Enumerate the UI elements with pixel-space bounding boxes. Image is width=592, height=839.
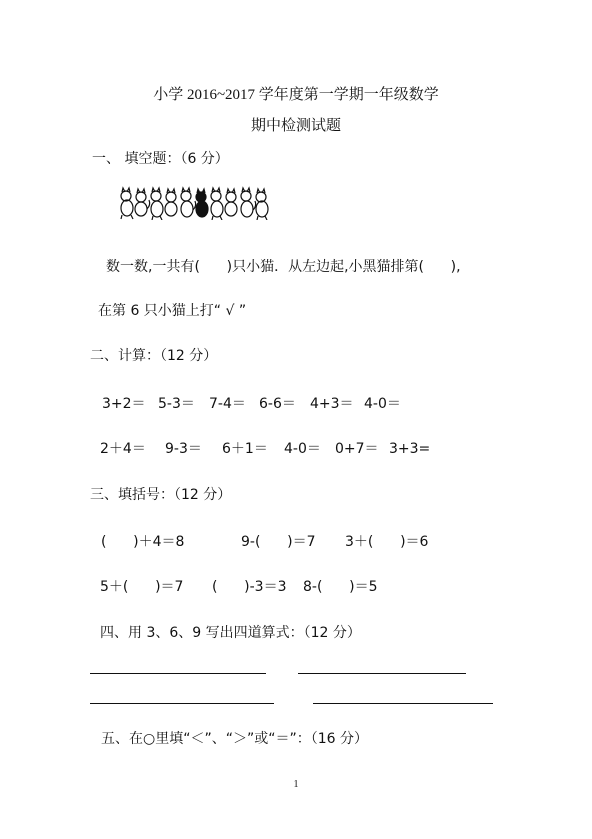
fill-bracket-item: 5＋( )＝7 [100, 579, 184, 595]
section5-heading: 五、在○里填“＜”、“＞”或“＝”：（16 分） [101, 731, 368, 747]
exam-title-line1: 小学 2016~2017 学年度第一学期一年级数学 [153, 87, 439, 103]
kitten-count-question: 数一数,一共有( )只小猫．从左边起,小黑猫排第( ), [106, 259, 461, 275]
calc-item: 6＋1＝ [222, 441, 268, 457]
answer-line [298, 673, 466, 674]
calc-item: 3+2＝ [102, 396, 146, 412]
section4-heading: 四、用 3、6、9 写出四道算式：（12 分） [100, 625, 361, 641]
fill-bracket-item: 8-( )＝5 [303, 579, 378, 595]
exam-title-line2: 期中检测试题 [250, 118, 341, 134]
calc-item: 4-0＝ [284, 441, 321, 457]
fill-bracket-item: 3＋( )＝6 [345, 534, 429, 550]
calc-item: 6-6＝ [259, 396, 296, 412]
calc-item: 0+7＝ [335, 441, 379, 457]
calc-item: 4-0＝ [364, 396, 401, 412]
fill-bracket-item: ( )-3＝3 [212, 579, 287, 595]
calc-item: 2＋4＝ [100, 441, 146, 457]
calc-item: 9-3＝ [165, 441, 202, 457]
calc-item: 4+3＝ [310, 396, 354, 412]
mark-sixth-kitten-question: 在第 6 只小猫上打“ √ ” [98, 303, 247, 319]
calc-item: 5-3＝ [158, 396, 195, 412]
calc-item: 7-4＝ [209, 396, 246, 412]
fill-bracket-item: 9-( )＝7 [241, 534, 316, 550]
section1-heading: 一、 填空题：（6 分） [92, 151, 229, 167]
section3-heading: 三、填括号：（12 分） [90, 487, 232, 503]
answer-line [90, 673, 266, 674]
answer-line [90, 703, 274, 704]
answer-line [313, 703, 493, 704]
page-number: 1 [293, 779, 299, 790]
fill-bracket-item: ( )＋4＝8 [101, 534, 185, 550]
calc-item: 3+3= [389, 441, 431, 457]
kittens-row-icon [118, 186, 272, 220]
section2-heading: 二、计算：（12 分） [90, 348, 218, 364]
